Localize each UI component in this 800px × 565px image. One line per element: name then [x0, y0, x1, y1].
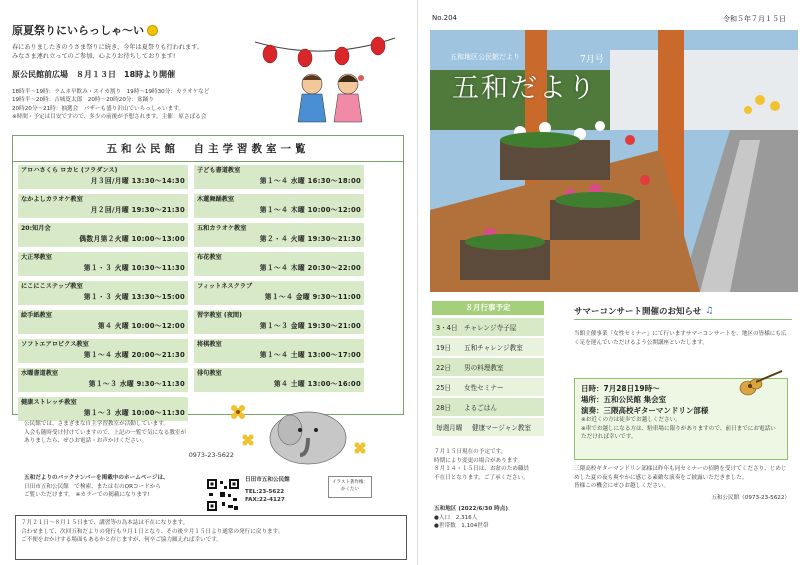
masthead-small: 五和地区公民館だより	[450, 53, 520, 61]
class-item: なかよしカラオケ教室 月２回/月曜 19:30〜21:30	[18, 194, 188, 218]
festival-line3: 20時20分〜21時：抽選会 バザーも盛り沢山でいらっしゃいます。	[12, 105, 184, 112]
illust-credit: イラスト著作権：かくたい	[328, 476, 372, 498]
masthead-title: 五和だより	[452, 73, 597, 104]
class-item: にこにこステップ教室 第１・３ 火曜 13:30〜15:00	[18, 281, 188, 305]
music-note-icon: ♫	[705, 306, 714, 316]
festival-line1: 18時半〜19時：ラムネ早飲み・スイカ割り 19時〜19時30分：カラオケなど	[12, 88, 210, 95]
schedule-row: 19日 五和チャレンジ教室	[432, 338, 544, 358]
festival-venue: 原公民館前広場 ８月１３日 18時より開催	[12, 69, 176, 79]
class-item: ソフトエアロビクス教室 第１〜４ 水曜 20:00〜21:30	[18, 339, 188, 363]
schedule-row: 22日 男の料理教室	[432, 358, 544, 378]
class-item: 木蓮舞踊教室 第１〜４ 木曜 10:00〜12:00	[194, 194, 364, 218]
masthead-month: 7月号	[580, 55, 604, 65]
class-item: 将棋教室 第１〜４ 土曜 13:00〜17:00	[194, 339, 364, 363]
smile-icon	[147, 25, 158, 36]
concert-note2: ※車でお越しになる方は、駐車場に限りがありますので、前日までにお電話いただければ幸いです。	[581, 425, 776, 440]
schedule-note2: 時期により変更の場合があります。	[434, 457, 524, 464]
contact-org: 日田市五和公民館	[245, 477, 290, 483]
classes-note	[24, 420, 234, 459]
schedule-list	[432, 318, 544, 438]
class-item: アロハさくら ロカヒ (フラダンス) 月３回/月曜 13:30〜14:30	[18, 165, 188, 189]
contact-info	[245, 476, 325, 505]
population-stats	[434, 505, 554, 531]
festival-section	[12, 22, 272, 122]
backnumber-line3: ご覧いただけます。 ※カラーでの掲載になります!	[24, 492, 150, 498]
concert-bottom	[574, 465, 790, 502]
classes-note2: 入会も随時受け付けていますので、上記の一覧で気になる教室が	[24, 429, 187, 436]
festival-line4: ※時間・予定は目安ですので、多少の前後が予想されます。主催：原さばる会	[12, 114, 207, 121]
classes-grid	[18, 165, 364, 421]
cover-photo	[430, 30, 798, 292]
class-item: 俳句教室 第４ 土曜 13:00〜16:00	[194, 368, 364, 392]
backnumber-line1: 五和だよりのバックナンバーを掲載中のホームページは、	[24, 475, 169, 481]
classes-note3: ありましたら、ぜひお電話・お声かけください。	[24, 438, 148, 444]
schedule-row: 28日 よるごはん	[432, 398, 544, 418]
class-item: 大正琴教室 第１・３ 火曜 10:30〜11:30	[18, 252, 188, 276]
elephant-illustration	[228, 400, 378, 470]
qr-code-icon[interactable]	[206, 478, 240, 512]
schedule-row: 25日 女性セミナー	[432, 378, 544, 398]
concert-p1: 当館主催事業「女性セミナー」にて行いますサマーコンサートを、地区の皆様にも広く足を運んでいただけるよう公開講座といたします。	[574, 331, 787, 346]
schedule-note1: ７月１５日現在の予定です。	[434, 449, 507, 455]
concert-section	[570, 305, 792, 347]
concert-p3: 皆様この機会にぜひお越しください。	[574, 483, 670, 489]
schedule-notes	[434, 448, 554, 482]
concert-p2: 三隈高校ギターマンドリン部様は昨年も同セミナーの招聘を受けてくださり、じめじめした夏の夜も爽やかに感じる素敵な演奏をご披露いただきました。	[574, 466, 787, 481]
class-item: 20:知月会 偶数月第２火曜 10:00〜13:00	[18, 223, 188, 247]
contact-fax: FAX:22-4127	[245, 497, 285, 503]
issue-number: No.204	[432, 14, 457, 22]
festival-line2: 19時半〜20時：吉城寛太郎 20時〜20時20分：盆踊り	[12, 97, 154, 104]
right-page	[418, 0, 800, 565]
guitar-icon	[736, 368, 786, 398]
concert-date: 日時：7月28日19時〜	[581, 384, 660, 393]
schedule-note4: 不在日となります。ご了承ください。	[434, 474, 529, 481]
classes-note1: 公民館では、さまざまな自主学習教室が活動しています。	[24, 421, 169, 427]
class-item: 絵手紙教室 第４ 火曜 10:00〜12:00	[18, 310, 188, 334]
backnumber-section	[24, 474, 224, 500]
schedule-row: 3・4日 チャレンジ寺子屋	[432, 318, 544, 338]
concert-place: 場所：五和公民館 集会室	[581, 395, 667, 404]
schedule-note3: ８月１４・１５日は、お盆のため職員	[434, 466, 530, 472]
pop-title: 五和地区 (2022/6/30 時点)	[434, 506, 508, 512]
concert-title: サマーコンサート開催のお知らせ	[574, 307, 702, 317]
class-item: 水曜書道教室 第１〜３ 水曜 9:30〜11:30	[18, 368, 188, 392]
concert-contact: 五和公民館（0973-23-5622）	[711, 494, 790, 501]
backnumber-line2: 日田市五和公民館 で検索、または右のQRコードから	[24, 483, 161, 490]
concert-note1: ※お近くの方は徒歩でお越しください。	[581, 417, 681, 423]
class-item: 布花教室 第１〜４ 木曜 20:30〜22:00	[194, 252, 364, 276]
absence-line1: ７月２１日〜８月１５日まで、講習等の為本誌は不在になります。	[21, 520, 189, 526]
absence-notice	[15, 515, 407, 560]
class-item: 習字教室 (夜間) 第１〜３ 金曜 19:30〜21:00	[194, 310, 364, 334]
festival-illustration	[250, 32, 400, 127]
festival-title: 原夏祭りにいらっしゃ〜い	[12, 24, 144, 37]
concert-performer: 演奏：三隈高校ギターマンドリン部様	[581, 406, 709, 415]
class-item: 健康ストレッチ教室 第１〜３ 水曜 10:00〜11:30	[18, 397, 188, 421]
hh-row: ●世帯数 1,104世帯	[434, 523, 489, 529]
festival-intro1: 春にありましたきのうさま祭りに続き、今年は夏祭りも行われます。	[12, 44, 204, 51]
contact-tel: TEL:23-5622	[245, 488, 285, 495]
schedule-title: ８月行事予定	[432, 301, 544, 315]
absence-line2: 合わせまして、次回五和だよりの発行も９月１日となり、その後９月１５日より通常の発行に戻ります。	[21, 528, 284, 535]
classes-title: 五和公民館 自主学習教室一覧	[13, 136, 403, 162]
classes-phone: 0973-23-5622	[188, 450, 234, 459]
class-item: 子ども書道教室 第１〜４ 水曜 16:30〜18:00	[194, 165, 364, 189]
schedule-row: 毎週月曜 健康マージャン教室	[432, 418, 544, 438]
festival-intro2: みなさま連れ立ってのご参加、心よりお待ちしております!	[12, 53, 176, 61]
class-item: 五和カラオケ教室 第２・４ 火曜 19:30〜21:30	[194, 223, 364, 247]
festival-title-row	[12, 22, 272, 38]
issue-date: 令和５年７月１５日	[723, 15, 786, 23]
absence-line3: ご不便をおかけする場面もあるかと存じますが、何卒ご協力願えれば幸いです。	[21, 537, 222, 543]
pop-row: ●人口 2,316人	[434, 514, 478, 521]
class-item: フィットネスクラブ 第１〜４ 金曜 9:30〜11:00	[194, 281, 364, 305]
